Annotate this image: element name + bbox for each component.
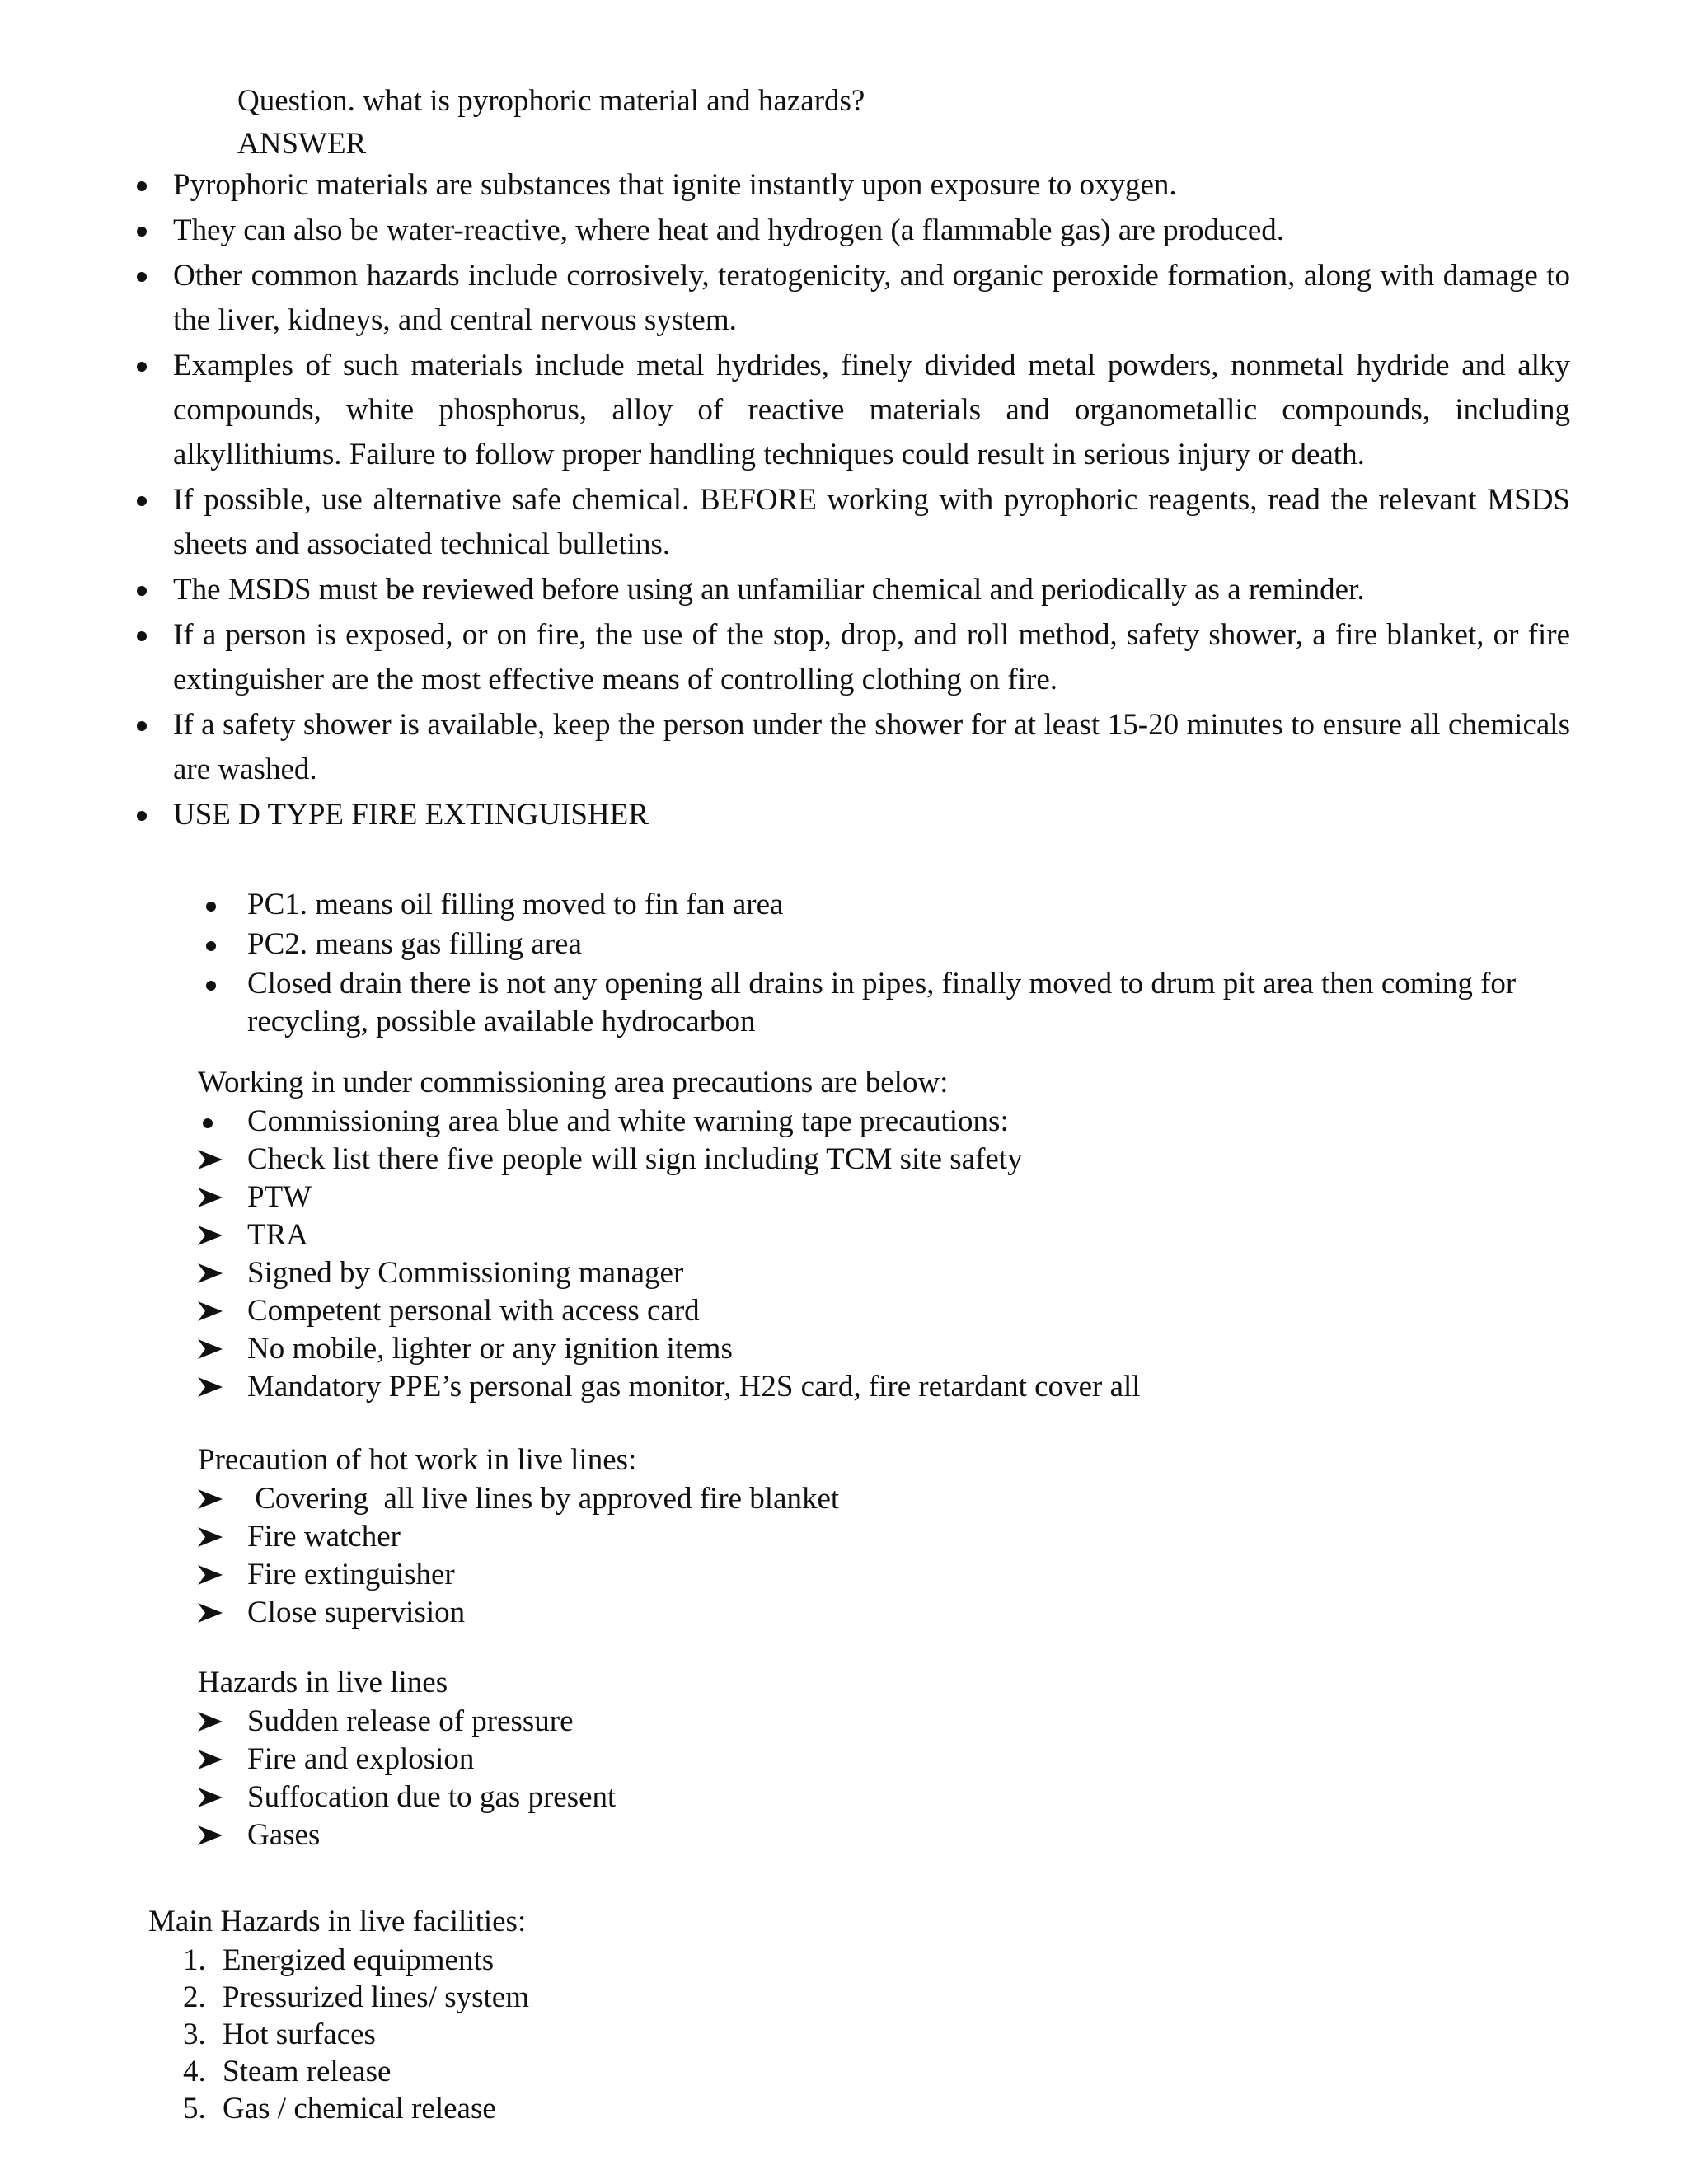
list-item-text: TRA xyxy=(247,1218,308,1252)
list-item xyxy=(173,209,1570,253)
list-item xyxy=(198,1103,1352,1141)
list-item xyxy=(198,1518,1352,1556)
numbered-item xyxy=(148,1942,529,1979)
list-item-text: Close supervision xyxy=(247,1596,466,1629)
list-item xyxy=(198,1216,1352,1254)
numbered-item xyxy=(148,2053,529,2090)
list-item-text: Signed by Commissioning manager xyxy=(247,1256,684,1290)
list-item xyxy=(173,703,1570,792)
item-number: 2. xyxy=(183,1980,206,2014)
list-item-text: The MSDS must be reviewed before using an unfamiliar chemical and periodically as a reminder. xyxy=(173,573,1365,607)
numbered-item xyxy=(148,1979,529,2016)
arrow-bullet-icon xyxy=(198,1301,223,1321)
list-item-text: Pyrophoric materials are substances that ignite instantly upon exposure to oxygen. xyxy=(173,168,1177,202)
list-item xyxy=(198,1330,1352,1368)
list-item-text: They can also be water-reactive, where heat and hydrogen (a flammable gas) are produced. xyxy=(173,213,1285,247)
commissioning-list xyxy=(198,1103,1352,1406)
answer-label: ANSWER xyxy=(237,127,367,161)
bullet-dot-icon xyxy=(137,721,147,731)
arrow-bullet-icon xyxy=(198,1788,223,1807)
main-hazards-list xyxy=(148,1942,529,2127)
arrow-bullet-icon xyxy=(198,1150,223,1169)
arrow-bullet-icon xyxy=(198,1377,223,1397)
list-item xyxy=(198,1292,1352,1330)
extinguisher-sub-list xyxy=(247,885,1624,1040)
numbered-item xyxy=(148,2090,529,2127)
list-item-text: If a person is exposed, or on fire, the use of the stop, drop, and roll method, safety shower, a fire blanket, or fire extinguisher are the most effective means of controlling clothing on fire. xyxy=(173,618,1570,696)
sub-list-item xyxy=(247,964,1624,1004)
bullet-dot-icon xyxy=(206,981,216,991)
bullet-dot-icon xyxy=(137,631,147,641)
commissioning-section xyxy=(198,1063,1352,1406)
list-item xyxy=(173,344,1570,477)
list-item-text: Competent personal with access card xyxy=(247,1294,700,1328)
sub-list-item-text: recycling, possible available hydrocarbon xyxy=(247,1005,756,1038)
item-number: 4. xyxy=(183,2055,206,2088)
list-item-text: Suffocation due to gas present xyxy=(247,1780,617,1814)
sub-list-item-text: PC2. means gas filling area xyxy=(247,927,582,961)
list-item-text: Check list there five people will sign including TCM site safety xyxy=(247,1142,1023,1176)
arrow-bullet-icon xyxy=(198,1750,223,1769)
list-item xyxy=(198,1594,1352,1632)
list-item-text: Covering all live lines by approved fire blanket xyxy=(247,1482,840,1516)
bullet-dot-icon xyxy=(137,227,147,237)
list-item xyxy=(198,1741,1352,1779)
sub-list-item-continuation xyxy=(247,1004,1624,1040)
list-item-text: Examples of such materials include metal hydrides, finely divided metal powders, nonmetal hydride and alky compounds, white phosphorus, alloy of reactive materials and organometallic compounds, including alkyllithiums. Failure to follow proper handling techniques could result in serious injury or death. xyxy=(173,349,1570,471)
arrow-bullet-icon xyxy=(198,1339,223,1359)
arrow-bullet-icon xyxy=(198,1226,223,1245)
hot-work-section xyxy=(198,1441,1352,1632)
sub-list-item xyxy=(247,925,1624,964)
list-item xyxy=(173,568,1570,612)
arrow-bullet-icon xyxy=(198,1263,223,1283)
item-text: Hot surfaces xyxy=(223,2018,376,2051)
list-item xyxy=(173,254,1570,343)
list-item xyxy=(173,613,1570,702)
bullet-dot-icon xyxy=(137,496,147,506)
list-item-text: USE D TYPE FIRE EXTINGUISHER xyxy=(173,798,649,832)
question-block xyxy=(237,80,865,166)
list-item xyxy=(198,1779,1352,1816)
list-item xyxy=(198,1480,1352,1518)
live-line-hazards-section xyxy=(198,1663,1352,1854)
bullet-dot-icon xyxy=(137,181,147,191)
arrow-bullet-icon xyxy=(198,1489,223,1509)
list-item xyxy=(198,1703,1352,1741)
list-item-text: PTW xyxy=(247,1180,312,1214)
answer-bullet-list xyxy=(173,163,1570,837)
bullet-dot-icon xyxy=(137,811,147,821)
numbered-item xyxy=(148,2016,529,2053)
list-item-text: Mandatory PPE’s personal gas monitor, H2S card, fire retardant cover all xyxy=(247,1370,1141,1404)
sub-list-item-text: PC1. means oil filling moved to fin fan area xyxy=(247,888,784,921)
bullet-dot-icon xyxy=(203,1118,213,1128)
sub-list-item-text: Closed drain there is not any opening all drains in pipes, finally moved to drum pit area then coming for xyxy=(247,967,1517,1001)
arrow-bullet-icon xyxy=(198,1825,223,1845)
arrow-bullet-icon xyxy=(198,1565,223,1585)
item-text: Energized equipments xyxy=(223,1943,495,1977)
item-number: 3. xyxy=(183,2018,206,2051)
list-item-text: Fire and explosion xyxy=(247,1742,475,1776)
bullet-dot-icon xyxy=(137,272,147,282)
list-item xyxy=(198,1254,1352,1292)
hot-work-list xyxy=(198,1480,1352,1632)
list-item xyxy=(173,163,1570,208)
section-heading: Precaution of hot work in live lines: xyxy=(198,1443,637,1477)
section-heading: Main Hazards in live facilities: xyxy=(148,1905,527,1938)
item-number: 1. xyxy=(183,1943,206,1977)
section-heading: Hazards in live lines xyxy=(198,1666,448,1699)
list-item-text: If a safety shower is available, keep the person under the shower for at least 15-20 minutes to ensure all chemicals are washed. xyxy=(173,708,1570,786)
question-line: Question. what is pyrophoric material and hazards? xyxy=(237,84,865,118)
list-item xyxy=(198,1141,1352,1179)
list-item xyxy=(198,1368,1352,1406)
item-text: Gas / chemical release xyxy=(223,2092,496,2125)
arrow-bullet-icon xyxy=(198,1527,223,1547)
list-item-text: No mobile, lighter or any ignition items xyxy=(247,1332,733,1366)
list-item-text: Fire extinguisher xyxy=(247,1558,455,1591)
main-hazards-section xyxy=(148,1902,529,2127)
list-item-text: If possible, use alternative safe chemical. BEFORE working with pyrophoric reagents, read the relevant MSDS sheets and associated technical bulletins. xyxy=(173,483,1570,561)
bullet-dot-icon xyxy=(206,941,216,951)
item-number: 5. xyxy=(183,2092,206,2125)
arrow-bullet-icon xyxy=(198,1188,223,1207)
item-text: Pressurized lines/ system xyxy=(223,1980,530,2014)
list-item xyxy=(173,793,1570,837)
list-item-text: Fire watcher xyxy=(247,1520,401,1554)
bullet-dot-icon xyxy=(137,362,147,372)
list-item xyxy=(198,1179,1352,1216)
list-item-text: Sudden release of pressure xyxy=(247,1704,574,1738)
section-heading: Working in under commissioning area precautions are below: xyxy=(198,1066,949,1099)
list-item-text: Commissioning area blue and white warning tape precautions: xyxy=(247,1104,1009,1138)
list-item-text: Gases xyxy=(247,1818,321,1852)
arrow-bullet-icon xyxy=(198,1712,223,1732)
list-item xyxy=(198,1556,1352,1594)
list-item-text: Other common hazards include corrosively, teratogenicity, and organic peroxide formation, along with damage to the liver, kidneys, and central nervous system. xyxy=(173,259,1570,337)
item-text: Steam release xyxy=(223,2055,392,2088)
arrow-bullet-icon xyxy=(198,1603,223,1623)
bullet-dot-icon xyxy=(206,902,216,912)
live-line-hazards-list xyxy=(198,1703,1352,1854)
bullet-dot-icon xyxy=(137,586,147,596)
list-item xyxy=(198,1816,1352,1854)
list-item xyxy=(173,478,1570,567)
sub-list-item xyxy=(247,885,1624,925)
